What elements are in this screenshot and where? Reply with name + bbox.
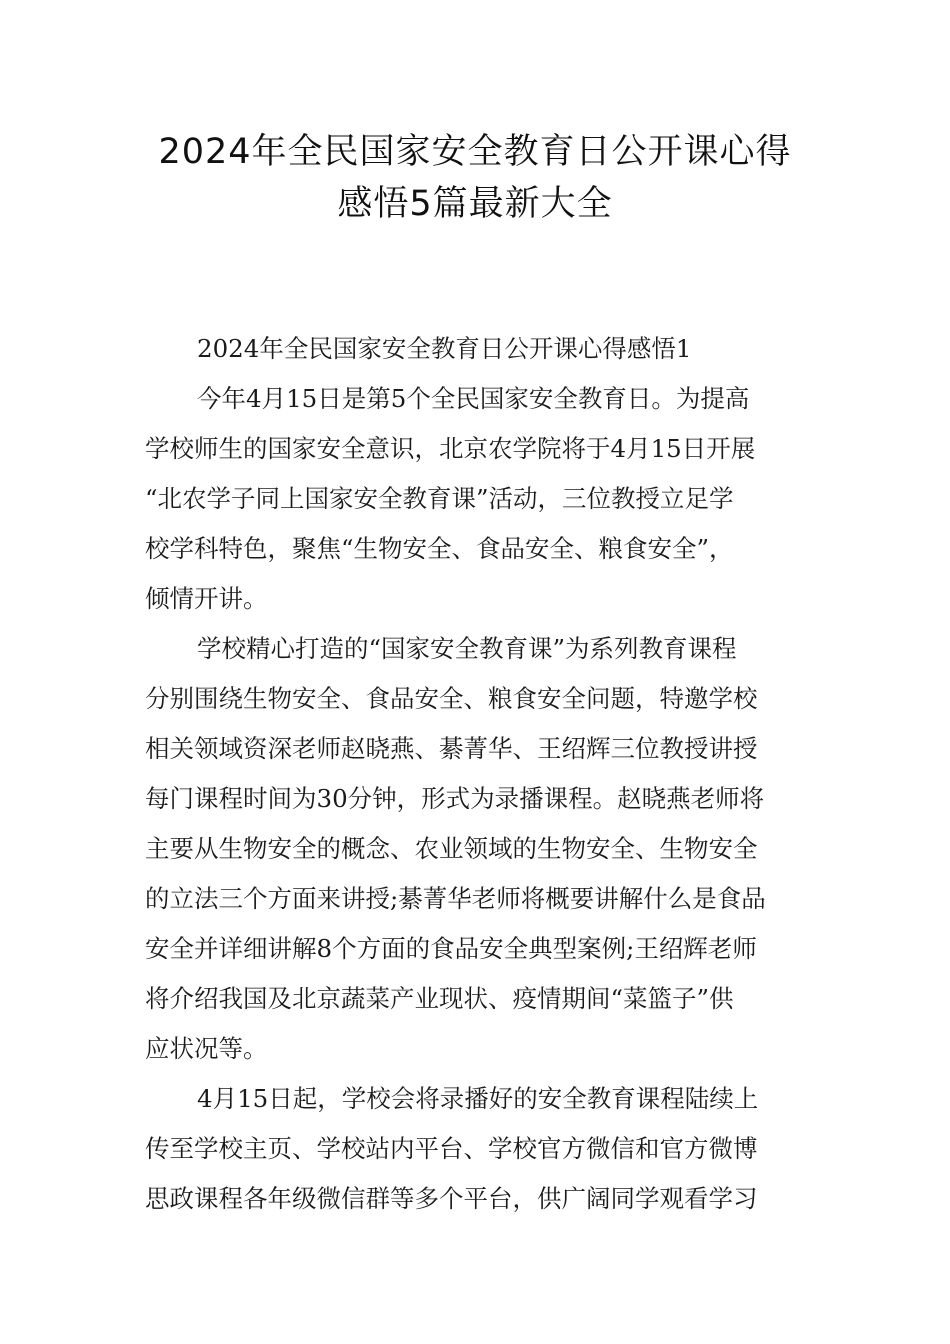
paragraph-line: 将介绍我国及北京蔬菜产业现状、疫情期间“菜篮子”供 (145, 984, 734, 1013)
section-heading: 2024年全民国家安全教育日公开课心得感悟1 (197, 334, 692, 363)
paragraph-line: 学校师生的国家安全意识，北京农学院将于4月15日开展 (145, 434, 756, 463)
paragraph-line: 应状况等。 (145, 1034, 268, 1063)
document-title-line-2: 感悟5篇最新大全 (337, 184, 613, 224)
paragraph-line: 安全并详细讲解8个方面的食品安全典型案例;王绍辉老师 (145, 934, 757, 963)
paragraph-line: 主要从生物安全的概念、农业领域的生物安全、生物安全 (145, 834, 758, 863)
paragraph-line: 分别围绕生物安全、食品安全、粮食安全问题，特邀学校 (145, 684, 758, 713)
paragraph-line: 思政课程各年级微信群等多个平台，供广阔同学观看学习 (145, 1184, 758, 1213)
paragraph-line: 今年4月15日是第5个全民国家安全教育日。为提高 (197, 384, 750, 413)
paragraph-line: 倾情开讲。 (145, 584, 268, 613)
paragraph-line: “北农学子同上国家安全教育课”活动，三位教授立足学 (145, 484, 734, 513)
paragraph-line: 传至学校主页、学校站内平台、学校官方微信和官方微博 (145, 1134, 758, 1163)
paragraph-line: 4月15日起，学校会将录播好的安全教育课程陆续上 (197, 1084, 759, 1113)
paragraph-line: 的立法三个方面来讲授;綦菁华老师将概要讲解什么是食品 (145, 884, 766, 913)
paragraph-line: 相关领域资深老师赵晓燕、綦菁华、王绍辉三位教授讲授 (145, 734, 758, 763)
paragraph-line: 每门课程时间为30分钟，形式为录播课程。赵晓燕老师将 (145, 784, 765, 813)
paragraph-line: 校学科特色，聚焦“生物安全、食品安全、粮食安全”， (145, 534, 734, 563)
document-title-line-1: 2024年全民国家安全教育日公开课心得 (158, 132, 792, 172)
paragraph-line: 学校精心打造的“国家安全教育课”为系列教育课程 (197, 634, 737, 663)
